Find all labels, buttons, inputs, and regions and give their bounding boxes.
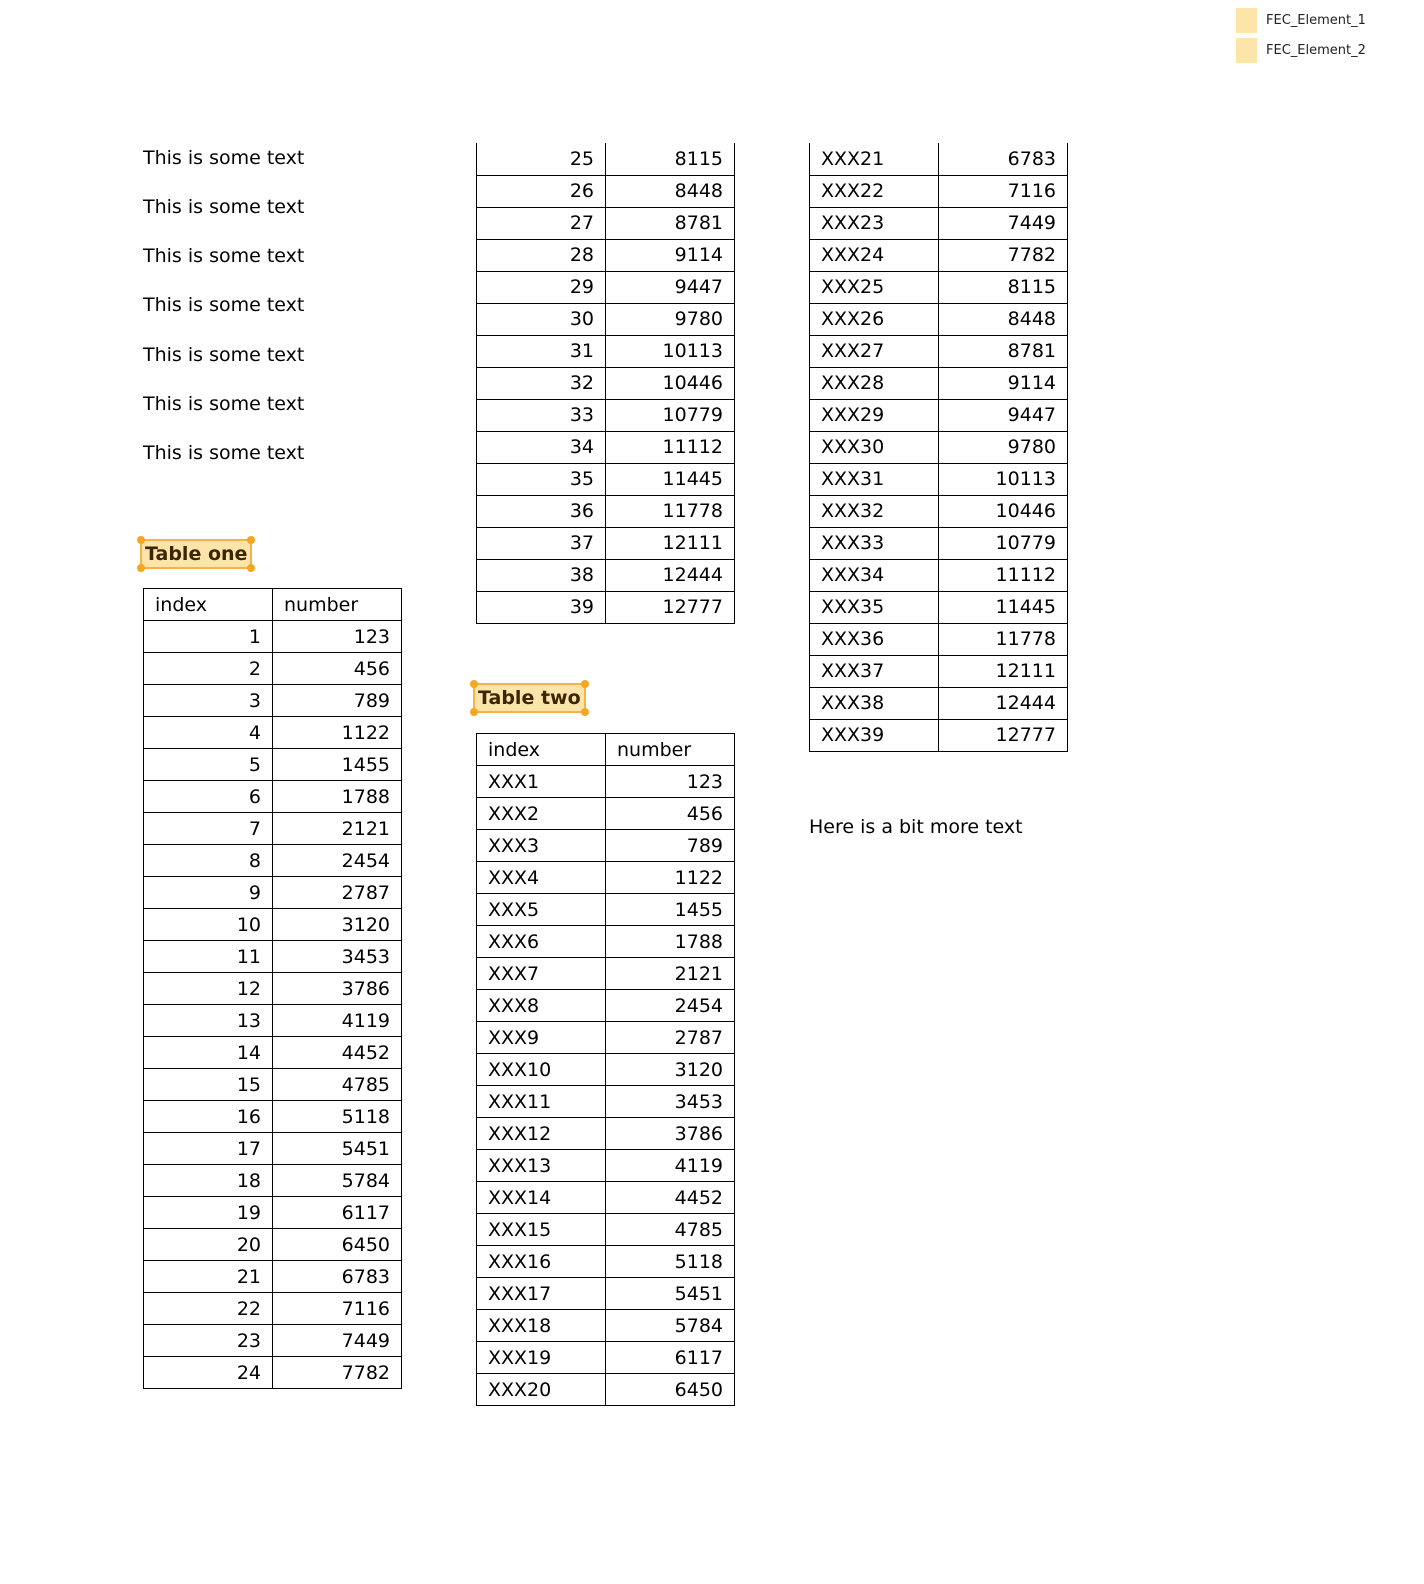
number-cell: 1788: [273, 781, 402, 813]
number-cell: 8448: [939, 303, 1068, 335]
resize-handle[interactable]: [581, 680, 589, 688]
index-cell: XXX19: [477, 1342, 606, 1374]
number-cell: 123: [273, 621, 402, 653]
index-cell: 25: [477, 143, 606, 175]
table-row: [810, 431, 1068, 463]
index-cell: 16: [144, 1101, 273, 1133]
index-cell: XXX8: [477, 990, 606, 1022]
index-cell: XXX2: [477, 798, 606, 830]
table-row: [144, 813, 402, 845]
table-row: [477, 926, 735, 958]
number-cell: 3786: [606, 1118, 735, 1150]
index-cell: 7: [144, 813, 273, 845]
table-one: [143, 588, 402, 1389]
index-cell: 15: [144, 1069, 273, 1101]
table-row: [477, 431, 735, 463]
table-row: [477, 271, 735, 303]
number-cell: 4119: [273, 1005, 402, 1037]
table-row: [810, 271, 1068, 303]
table-row: [144, 1357, 402, 1389]
table-row: [477, 1246, 735, 1278]
table-row: [810, 367, 1068, 399]
number-cell: 8115: [939, 271, 1068, 303]
table-row: [477, 303, 735, 335]
number-cell: 1455: [273, 749, 402, 781]
table-row: [477, 175, 735, 207]
number-cell: 6117: [273, 1197, 402, 1229]
legend: [1236, 5, 1366, 65]
number-cell: 11778: [939, 623, 1068, 655]
number-cell: 9447: [939, 399, 1068, 431]
number-cell: 456: [273, 653, 402, 685]
index-cell: 24: [144, 1357, 273, 1389]
index-cell: XXX36: [810, 623, 939, 655]
index-cell: 6: [144, 781, 273, 813]
legend-item: [1236, 5, 1366, 35]
number-cell: 2454: [606, 990, 735, 1022]
table-row: [810, 655, 1068, 687]
table-row: [477, 862, 735, 894]
number-cell: 10113: [606, 335, 735, 367]
number-cell: 8781: [606, 207, 735, 239]
legend-swatch: [1236, 8, 1257, 33]
table-row: [810, 559, 1068, 591]
number-cell: 6450: [606, 1374, 735, 1406]
index-cell: 21: [144, 1261, 273, 1293]
index-cell: XXX25: [810, 271, 939, 303]
column-header: index: [477, 734, 606, 766]
table-row: [810, 687, 1068, 719]
paragraph: This is some text: [143, 294, 305, 316]
table-row: [477, 1310, 735, 1342]
number-cell: 5118: [273, 1101, 402, 1133]
table-two: [476, 733, 735, 1406]
index-cell: 35: [477, 463, 606, 495]
number-cell: 7449: [273, 1325, 402, 1357]
table-row: [477, 1214, 735, 1246]
number-cell: 12444: [939, 687, 1068, 719]
number-cell: 12111: [606, 527, 735, 559]
table-row: [810, 335, 1068, 367]
table-row: [144, 1133, 402, 1165]
table-row: [477, 830, 735, 862]
number-cell: 456: [606, 798, 735, 830]
table-row: [144, 941, 402, 973]
table-row: [144, 1037, 402, 1069]
table-row: [477, 1150, 735, 1182]
resize-handle[interactable]: [247, 564, 255, 572]
table-row: [144, 909, 402, 941]
number-cell: 7782: [939, 239, 1068, 271]
index-cell: 11: [144, 941, 273, 973]
table-row: [144, 1165, 402, 1197]
number-cell: 2121: [273, 813, 402, 845]
number-cell: 11445: [939, 591, 1068, 623]
table-row: [144, 973, 402, 1005]
resize-handle[interactable]: [470, 680, 478, 688]
table-row: [144, 781, 402, 813]
index-cell: XXX32: [810, 495, 939, 527]
resize-handle[interactable]: [470, 708, 478, 716]
index-cell: 27: [477, 207, 606, 239]
index-cell: 2: [144, 653, 273, 685]
index-cell: 18: [144, 1165, 273, 1197]
index-cell: XXX29: [810, 399, 939, 431]
table-two-continued: [809, 143, 1068, 752]
number-cell: 8781: [939, 335, 1068, 367]
table-row: [477, 1054, 735, 1086]
table-row: [477, 527, 735, 559]
number-cell: 3120: [273, 909, 402, 941]
index-cell: XXX39: [810, 719, 939, 751]
number-cell: 4785: [273, 1069, 402, 1101]
index-cell: XXX17: [477, 1278, 606, 1310]
legend-swatch: [1236, 38, 1257, 63]
index-cell: XXX4: [477, 862, 606, 894]
index-cell: XXX16: [477, 1246, 606, 1278]
table-row: [810, 495, 1068, 527]
index-cell: 3: [144, 685, 273, 717]
table-row: [144, 717, 402, 749]
table-row: [810, 527, 1068, 559]
index-cell: XXX34: [810, 559, 939, 591]
paragraph: This is some text: [143, 442, 305, 464]
number-cell: 123: [606, 766, 735, 798]
number-cell: 11445: [606, 463, 735, 495]
number-cell: 6783: [939, 143, 1068, 175]
table-row: [477, 894, 735, 926]
paragraph: This is some text: [143, 196, 305, 218]
table-row: [477, 958, 735, 990]
number-cell: 12444: [606, 559, 735, 591]
number-cell: 9114: [606, 239, 735, 271]
index-cell: 19: [144, 1197, 273, 1229]
number-cell: 9780: [939, 431, 1068, 463]
number-cell: 8115: [606, 143, 735, 175]
table-row: [810, 143, 1068, 175]
index-cell: XXX23: [810, 207, 939, 239]
table-row: [144, 1197, 402, 1229]
index-cell: 1: [144, 621, 273, 653]
index-cell: 9: [144, 877, 273, 909]
index-cell: 22: [144, 1293, 273, 1325]
index-cell: 8: [144, 845, 273, 877]
index-cell: XXX15: [477, 1214, 606, 1246]
table-row: [477, 1118, 735, 1150]
table-row: [477, 143, 735, 175]
table-row: [477, 1182, 735, 1214]
number-cell: 9114: [939, 367, 1068, 399]
table-row: [477, 1086, 735, 1118]
number-cell: 5784: [606, 1310, 735, 1342]
table-row: [144, 1069, 402, 1101]
index-cell: 17: [144, 1133, 273, 1165]
table-row: [144, 621, 402, 653]
paragraph: This is some text: [143, 344, 305, 366]
index-cell: 38: [477, 559, 606, 591]
table-row: [477, 766, 735, 798]
number-cell: 11112: [606, 431, 735, 463]
index-cell: 4: [144, 717, 273, 749]
number-cell: 6117: [606, 1342, 735, 1374]
number-cell: 12777: [939, 719, 1068, 751]
table-row: [144, 749, 402, 781]
number-cell: 7782: [273, 1357, 402, 1389]
number-cell: 7116: [273, 1293, 402, 1325]
table-two-heading[interactable]: [473, 683, 586, 713]
table-row: [477, 335, 735, 367]
table-one-title: Table one: [145, 543, 248, 565]
resize-handle[interactable]: [137, 564, 145, 572]
index-cell: 13: [144, 1005, 273, 1037]
number-cell: 789: [273, 685, 402, 717]
table-row: [144, 1005, 402, 1037]
index-cell: 26: [477, 175, 606, 207]
column-header: index: [144, 589, 273, 621]
table-row: [477, 399, 735, 431]
table-one-continued: [476, 143, 735, 624]
index-cell: XXX24: [810, 239, 939, 271]
number-cell: 3786: [273, 973, 402, 1005]
table-row: [477, 559, 735, 591]
number-cell: 10779: [606, 399, 735, 431]
table-row: [810, 239, 1068, 271]
index-cell: XXX5: [477, 894, 606, 926]
number-cell: 1788: [606, 926, 735, 958]
number-cell: 789: [606, 830, 735, 862]
index-cell: XXX6: [477, 926, 606, 958]
table-row: [477, 1022, 735, 1054]
index-cell: XXX26: [810, 303, 939, 335]
index-cell: XXX27: [810, 335, 939, 367]
column-header: number: [273, 589, 402, 621]
number-cell: 1455: [606, 894, 735, 926]
number-cell: 6783: [273, 1261, 402, 1293]
table-row: [477, 495, 735, 527]
index-cell: XXX12: [477, 1118, 606, 1150]
number-cell: 2121: [606, 958, 735, 990]
table-row: [144, 1261, 402, 1293]
number-cell: 6450: [273, 1229, 402, 1261]
number-cell: 5451: [273, 1133, 402, 1165]
index-cell: 10: [144, 909, 273, 941]
index-cell: 31: [477, 335, 606, 367]
table-row: [144, 653, 402, 685]
index-cell: XXX35: [810, 591, 939, 623]
table-two-title: Table two: [478, 687, 581, 709]
table-row: [810, 463, 1068, 495]
index-cell: XXX9: [477, 1022, 606, 1054]
number-cell: 7116: [939, 175, 1068, 207]
table-row: [810, 303, 1068, 335]
number-cell: 12111: [939, 655, 1068, 687]
table-row: [144, 685, 402, 717]
table-row: [477, 207, 735, 239]
legend-label: FEC_Element_2: [1266, 42, 1366, 58]
index-cell: 12: [144, 973, 273, 1005]
number-cell: 3120: [606, 1054, 735, 1086]
table-row: [144, 1293, 402, 1325]
number-cell: 11112: [939, 559, 1068, 591]
index-cell: XXX30: [810, 431, 939, 463]
table-row: [810, 591, 1068, 623]
index-cell: 14: [144, 1037, 273, 1069]
index-cell: 23: [144, 1325, 273, 1357]
table-row: [144, 845, 402, 877]
number-cell: 2454: [273, 845, 402, 877]
table-row: [144, 1325, 402, 1357]
table-row: [477, 1374, 735, 1406]
table-row: [477, 367, 735, 399]
index-cell: 36: [477, 495, 606, 527]
index-cell: XXX22: [810, 175, 939, 207]
number-cell: 11778: [606, 495, 735, 527]
table-one-heading[interactable]: [140, 539, 252, 569]
number-cell: 5784: [273, 1165, 402, 1197]
index-cell: XXX28: [810, 367, 939, 399]
index-cell: XXX13: [477, 1150, 606, 1182]
number-cell: 10779: [939, 527, 1068, 559]
index-cell: XXX33: [810, 527, 939, 559]
table-row: [477, 1342, 735, 1374]
index-cell: 5: [144, 749, 273, 781]
table-row: [810, 623, 1068, 655]
legend-item: [1236, 35, 1366, 65]
legend-label: FEC_Element_1: [1266, 12, 1366, 28]
index-cell: 32: [477, 367, 606, 399]
index-cell: XXX38: [810, 687, 939, 719]
index-cell: 33: [477, 399, 606, 431]
index-cell: XXX3: [477, 830, 606, 862]
index-cell: 39: [477, 591, 606, 623]
table-row: [810, 719, 1068, 751]
number-cell: 4119: [606, 1150, 735, 1182]
number-cell: 12777: [606, 591, 735, 623]
index-cell: 34: [477, 431, 606, 463]
paragraph: This is some text: [143, 393, 305, 415]
number-cell: 10446: [606, 367, 735, 399]
number-cell: 4785: [606, 1214, 735, 1246]
table-row: [810, 175, 1068, 207]
index-cell: 29: [477, 271, 606, 303]
index-cell: XXX37: [810, 655, 939, 687]
index-cell: 28: [477, 239, 606, 271]
number-cell: 4452: [273, 1037, 402, 1069]
table-row: [477, 463, 735, 495]
table-row: [144, 1229, 402, 1261]
number-cell: 3453: [606, 1086, 735, 1118]
index-cell: 30: [477, 303, 606, 335]
number-cell: 8448: [606, 175, 735, 207]
number-cell: 1122: [606, 862, 735, 894]
index-cell: 37: [477, 527, 606, 559]
table-row: [144, 1101, 402, 1133]
number-cell: 4452: [606, 1182, 735, 1214]
number-cell: 10446: [939, 495, 1068, 527]
paragraph: This is some text: [143, 147, 305, 169]
index-cell: XXX20: [477, 1374, 606, 1406]
table-row: [144, 877, 402, 909]
column-header: number: [606, 734, 735, 766]
table-row: [477, 1278, 735, 1310]
number-cell: 2787: [273, 877, 402, 909]
resize-handle[interactable]: [581, 708, 589, 716]
index-cell: XXX21: [810, 143, 939, 175]
number-cell: 10113: [939, 463, 1068, 495]
paragraph: This is some text: [143, 245, 305, 267]
table-row: [477, 990, 735, 1022]
number-cell: 1122: [273, 717, 402, 749]
resize-handle[interactable]: [247, 536, 255, 544]
index-cell: XXX11: [477, 1086, 606, 1118]
table-header-row: [144, 589, 402, 621]
number-cell: 9780: [606, 303, 735, 335]
table-row: [810, 399, 1068, 431]
table-row: [477, 798, 735, 830]
index-cell: XXX31: [810, 463, 939, 495]
index-cell: 20: [144, 1229, 273, 1261]
number-cell: 5451: [606, 1278, 735, 1310]
number-cell: 7449: [939, 207, 1068, 239]
resize-handle[interactable]: [137, 536, 145, 544]
index-cell: XXX7: [477, 958, 606, 990]
index-cell: XXX18: [477, 1310, 606, 1342]
closing-paragraph: Here is a bit more text: [809, 816, 1023, 838]
number-cell: 5118: [606, 1246, 735, 1278]
number-cell: 3453: [273, 941, 402, 973]
number-cell: 9447: [606, 271, 735, 303]
table-row: [477, 591, 735, 623]
table-row: [810, 207, 1068, 239]
table-header-row: [477, 734, 735, 766]
table-row: [477, 239, 735, 271]
index-cell: XXX1: [477, 766, 606, 798]
index-cell: XXX14: [477, 1182, 606, 1214]
number-cell: 2787: [606, 1022, 735, 1054]
index-cell: XXX10: [477, 1054, 606, 1086]
